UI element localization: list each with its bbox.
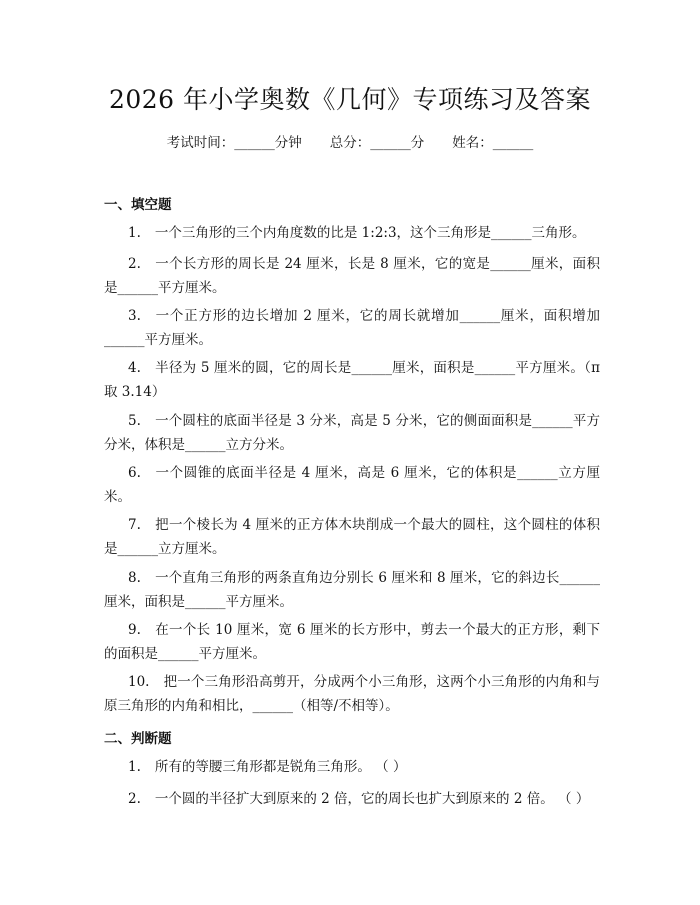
exam-time: 考试时间：______分钟 [166, 135, 302, 151]
question-text: 一个圆锥的底面半径是 4 厘米，高是 6 厘米，它的体积是______立方厘米。 [104, 465, 600, 505]
question-item [104, 618, 600, 666]
question-item [104, 566, 600, 614]
question-text: 一个直角三角形的两条直角边分别长 6 厘米和 8 厘米，它的斜边长______厘米，面积是______平方厘米。 [104, 570, 600, 610]
total-score: 总分：______分 [329, 135, 425, 151]
question-item [104, 755, 600, 779]
question-item [104, 513, 600, 561]
question-item [104, 461, 600, 509]
question-item [104, 252, 600, 300]
page-title: 2026 年小学奥数《几何》专项练习及答案 [108, 85, 592, 114]
question-number: 9. [128, 622, 141, 638]
section-heading-true-false: 二、判断题 [104, 731, 172, 747]
question-text: 把一个棱长为 4 厘米的正方体木块削成一个最大的圆柱，这个圆柱的体积是______立方厘米。 [104, 517, 600, 557]
question-number: 5. [128, 413, 141, 429]
question-text: 半径为 5 厘米的圆，它的周长是______厘米，面积是______平方厘米。（π 取 3.14） [104, 360, 600, 400]
question-number: 6. [128, 465, 141, 481]
question-text: 一个正方形的边长增加 2 厘米，它的周长就增加______厘米，面积增加______平方厘米。 [104, 308, 600, 348]
question-number: 3. [128, 308, 141, 324]
question-text: 把一个三角形沿高剪开，分成两个小三角形，这两个小三角形的内角和与原三角形的内角和相比，______（相等/不相等）。 [104, 674, 600, 714]
question-text: 一个三角形的三个内角度数的比是 1:2:3，这个三角形是______三角形。 [154, 225, 586, 241]
question-number: 10. [128, 674, 150, 690]
question-text: 一个长方形的周长是 24 厘米，长是 8 厘米，它的宽是______厘米，面积是______平方厘米。 [104, 256, 600, 296]
student-name: 姓名：______ [452, 135, 534, 151]
question-item [104, 221, 600, 245]
question-item [104, 787, 600, 811]
question-number: 2. [128, 791, 141, 807]
question-item [104, 409, 600, 457]
question-number: 7. [128, 517, 141, 533]
question-number: 1. [128, 225, 141, 241]
question-text: 一个圆的半径扩大到原来的 2 倍，它的周长也扩大到原来的 2 倍。 （ ） [154, 791, 590, 807]
question-number: 4. [128, 360, 141, 376]
exam-info [0, 131, 700, 151]
question-item [104, 670, 600, 718]
question-number: 2. [128, 256, 141, 272]
question-item [104, 304, 600, 352]
question-number: 1. [128, 759, 141, 775]
question-item [104, 356, 600, 404]
question-number: 8. [128, 570, 141, 586]
question-text: 一个圆柱的底面半径是 3 分米，高是 5 分米，它的侧面面积是______平方分米，体积是______立方分米。 [104, 413, 600, 453]
question-text: 在一个长 10 厘米，宽 6 厘米的长方形中，剪去一个最大的正方形，剩下的面积是______平方厘米。 [104, 622, 600, 662]
question-text: 所有的等腰三角形都是锐角三角形。 （ ） [154, 759, 407, 775]
section-heading-fill-blank: 一、填空题 [104, 197, 172, 213]
